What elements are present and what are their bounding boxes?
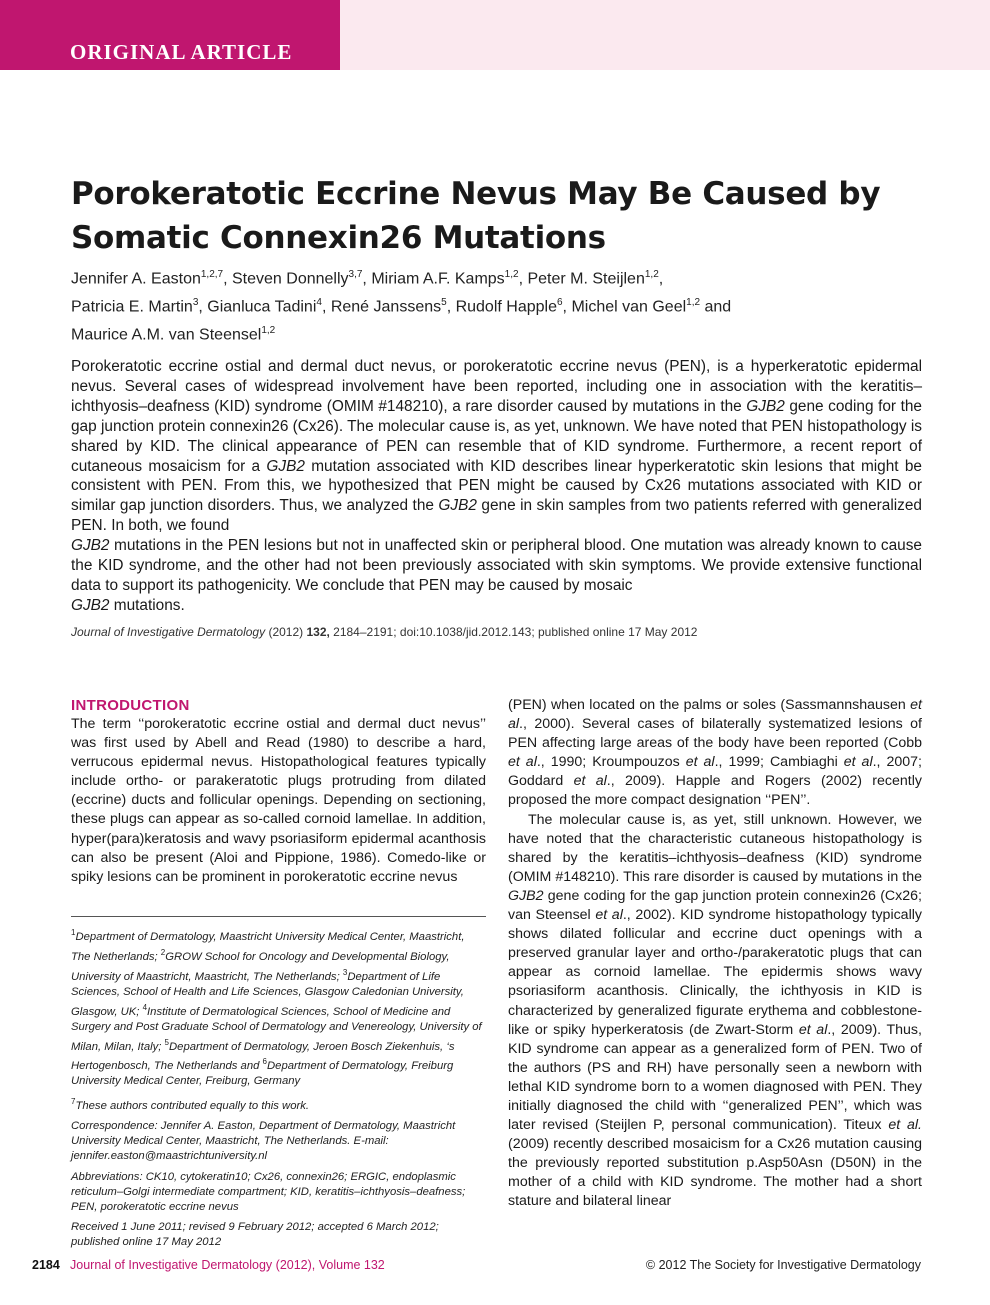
abstract-text: mutation associated with KID describes linear hyperkeratotic skin lesions that might be consistent with PEN. From this, we hypothesized that PEN might be caused by Cx26 mutations associated with KID or similar gap junction disorders. Thus, we analyzed the	[71, 457, 922, 515]
footnote-number: 1	[71, 928, 76, 937]
header-bar	[0, 0, 990, 70]
footnote-number: 5	[164, 1037, 169, 1047]
author-separator: and	[700, 298, 732, 316]
gene-name: GJB2	[71, 596, 110, 614]
et-al: et al	[508, 697, 922, 733]
abstract-text: Porokeratotic eccrine ostial and dermal duct nevus, or porokeratotic eccrine nevus (PEN), is a hyperkeratotic epidermal nevus. Several cases of widespread involvement have been reported, including one in association with the keratitis–ichthyosis–deafness (KID) syndrome (OMIM #148210), a rare disorder caused by mutations in the	[71, 358, 922, 415]
author-name: Peter M. Steijlen	[527, 270, 645, 288]
footnote-number: 6	[262, 1057, 267, 1067]
citation-year: (2012)	[265, 625, 307, 639]
footnotes	[71, 916, 486, 1255]
et-al: et al	[798, 1021, 828, 1038]
affiliation-text: Department of Life Sciences, School of Health and Life Sciences, Glasgow Caledonian University, Glasgow, UK;	[71, 970, 464, 1018]
et-al: et al	[843, 754, 873, 771]
footnote-number: 4	[142, 1002, 148, 1012]
body-text: (PEN) when located on the palms or soles (Sassmannshausen	[508, 697, 911, 713]
abstract	[71, 357, 922, 616]
body-text: ., 2007; Goddard	[508, 754, 922, 790]
author-affiliation: 1,2	[686, 296, 701, 308]
abstract-text: mutations.	[109, 596, 185, 614]
author-separator: ,	[658, 270, 664, 288]
body-text: ., 1999; Cambiaghi	[714, 754, 844, 771]
footnote-number: 7	[71, 1097, 76, 1107]
citation-line	[71, 625, 922, 639]
et-al: et al	[685, 754, 715, 771]
gene-name: GJB2	[508, 887, 544, 904]
gene-name: GJB2	[71, 537, 110, 555]
section-banner	[0, 0, 340, 70]
section-label: ORIGINAL ARTICLE	[70, 40, 293, 64]
affiliation-text: Department of Dermatology, Maastricht University Medical Center, Maastricht, The Netherlands;	[71, 930, 465, 963]
affiliation-text: Department of Dermatology, Jeroen Bosch Ziekenhuis, ‘s Hertogenbosch, The Netherlands and	[71, 1040, 455, 1073]
footer-copyright: © 2012 The Society for Investigative Dermatology	[645, 1258, 921, 1272]
et-al: et al	[573, 773, 607, 790]
citation-journal: Journal of Investigative Dermatology	[71, 625, 266, 639]
author-affiliation: 4	[316, 296, 322, 308]
abstract-text: gene coding for the gap junction protein connexin26 (Cx26). The molecular cause is, as yet, unknown. We have noted that PEN histopathology is shared by KID. The clinical appearance of PEN can resemble that of KID syndrome. Furthermore, a recent report of cutaneous mosaicism for a	[71, 397, 922, 475]
author-separator: ,	[518, 270, 528, 288]
left-column	[71, 696, 486, 887]
abbreviations: Abbreviations: CK10, cytokeratin10; Cx26, connexin26; ERGIC, endoplasmic reticulum–Golgi intermediate compartment; KID, keratitis–ichthyosis–deafness; PEN, porokeratotic eccrine nevus	[71, 1170, 466, 1213]
author-name: Miriam A.F. Kamps	[371, 270, 505, 288]
author-name: Gianluca Tadini	[207, 298, 317, 316]
footnote-number: 2	[160, 947, 166, 957]
introduction-left-text: The term ‘‘porokeratotic eccrine ostial and dermal duct nevus’’ was first used by Abell and Read (1980) to describe a hard, verrucous epidermal nevus. Histopathological features typically include ortho- or parakeratotic plugs protruding from dilated (eccrine) ducts and follicular openings. Depending on sectioning, these plugs can appear as so-called cornoid lamellae. In addition, hyper(para)keratosis and wavy psoriasiform epidermal acanthosis can also be present (Aloi and Pippione, 1986). Comedo-like or spiky lesions can be prominent in porokeratotic eccrine nevus	[71, 716, 486, 885]
author-separator: ,	[321, 298, 331, 316]
abstract-text: gene in skin samples from two patients referred with generalized PEN. In both, we found	[71, 497, 922, 535]
introduction-heading: INTRODUCTION	[71, 697, 190, 714]
correspondence: Correspondence: Jennifer A. Easton, Department of Dermatology, Maastricht University Medical Center, Maastricht, The Netherlands. E-mail: jennifer.easton@maastrichtuniversity.nl	[71, 1120, 456, 1163]
page-number: 2184	[32, 1258, 60, 1272]
abstract-text: mutations in the PEN lesions but not in unaffected skin or peripheral blood. One mutation was already known to cause the KID syndrome, and the other had not been previously associated with skin symptoms. We provide extensive functional data to support its pathogenicity. We conclude that PEN may be caused by mosaic	[71, 537, 922, 594]
citation-doi: 2184–2191; doi:10.1038/jid.2012.143; published online 17 May 2012	[329, 625, 698, 639]
author-affiliation: 1,2	[504, 269, 519, 280]
body-text: (2009) recently described mosaicism for a Cx26 mutation causing the previously reported substitution p.Asp50Asn (D50N) in the mother of a child with KID syndrome. The mother had a short stature and bilateral linear	[508, 1136, 922, 1210]
author-name: Steven Donnelly	[232, 270, 349, 288]
author-list	[71, 263, 931, 346]
affiliation-text: GROW School for Oncology and Developmental Biology, University of Maastricht, Maastricht, The Netherlands;	[71, 950, 450, 983]
gene-name: GJB2	[746, 397, 785, 415]
body-text: ., 2000). Several cases of bilaterally systematized lesions of PEN affecting large areas of the body have been reported (Cobb	[508, 716, 922, 752]
footer-journal: Journal of Investigative Dermatology (2012), Volume 132	[70, 1258, 385, 1272]
citation-volume: 132,	[306, 625, 330, 639]
affiliation-text: Department of Dermatology, Freiburg University Medical Center, Freiburg, Germany	[71, 1060, 454, 1088]
author-separator: ,	[198, 298, 208, 316]
body-text: The molecular cause is, as yet, still unknown. However, we have noted that the characteristic cutaneous histopathology is shared by the keratitis–ichthyosis–deafness (KID) syndrome (OMIM #148210). This rare disorder is caused by mutations in the	[508, 811, 922, 885]
right-column	[508, 696, 922, 1212]
equal-contribution-note	[71, 1094, 486, 1114]
author-separator: ,	[562, 298, 572, 316]
author-affiliation: 1,2	[261, 324, 276, 336]
author-affiliation: 1,2	[644, 269, 659, 280]
footnote-text: These authors contributed equally to this work.	[75, 1100, 310, 1113]
affiliations	[71, 925, 486, 1089]
body-text: ., 2009). Happle and Rogers (2002) recently proposed the more compact designation ‘‘PEN’’.	[508, 773, 922, 809]
author-affiliation: 6	[556, 296, 563, 308]
affiliation-text: Institute of Dermatological Sciences, School of Medicine and Surgery and Post Graduate School of Dermatology and Venereology, University of Milan, Milan, Italy;	[71, 1005, 482, 1053]
author-affiliation: 3,7	[348, 269, 363, 280]
footnote-number: 3	[342, 967, 348, 977]
gene-name: GJB2	[266, 457, 305, 475]
author-name: Michel van Geel	[571, 298, 687, 316]
author-separator: ,	[446, 298, 456, 316]
body-text: ., 1990; Kroumpouzos	[536, 754, 686, 771]
author-name: Jennifer A. Easton	[71, 270, 201, 288]
author-name: Patricia E. Martin	[71, 298, 193, 316]
header-fill	[340, 0, 990, 70]
author-name: Rudolf Happle	[455, 298, 557, 316]
et-al: et al.	[888, 1117, 922, 1134]
gene-name: GJB2	[438, 497, 477, 515]
author-affiliation: 5	[441, 296, 447, 308]
body-text: gene coding for the gap junction protein connexin26 (Cx26; van Steensel	[508, 887, 922, 924]
author-name: René Janssens	[330, 298, 442, 316]
article-title: Porokeratotic Eccrine Nevus May Be Caused by Somatic Connexin26 Mutations	[71, 176, 881, 256]
author-name: Maurice A.M. van Steensel	[71, 325, 262, 343]
author-separator: ,	[362, 270, 372, 288]
received-dates: Received 1 June 2011; revised 9 February 2012; accepted 6 March 2012; published online 17 May 2012	[71, 1220, 439, 1248]
introduction-right-p2	[508, 811, 922, 1212]
et-al: et al	[508, 754, 537, 771]
introduction-right-p1	[508, 696, 922, 811]
author-separator: ,	[223, 270, 232, 288]
body-text: ., 2002). KID syndrome histopathology typically shows dilated follicular and eccrine duct openings with a preserved granular layer and ortho-/parakeratotic plugs that can appear as cornoid lamellae. The epidermis shows wavy psoriasiform acanthosis. Clinically, the ichthyosis in KID is characterized by generalized figurate erythema and cobblestone-like or spiky hyperkeratosis (de Zwart-Storm	[508, 907, 922, 1038]
et-al: et al	[595, 907, 623, 924]
page-footer	[0, 1258, 990, 1278]
body-text: ., 2009). Thus, KID syndrome can appear as a generalized form of PEN. Two of the authors (PS and RH) have personally seen a newborn with lethal KID syndrome born to a women diagnosed with PEN. They initially diagnosed the child with ‘‘generalized PEN’’, which was later revised (Steijlen P, personal communication). Titeux	[508, 1021, 922, 1134]
author-affiliation: 3	[192, 296, 199, 308]
author-affiliation: 1,2,7	[200, 269, 224, 280]
